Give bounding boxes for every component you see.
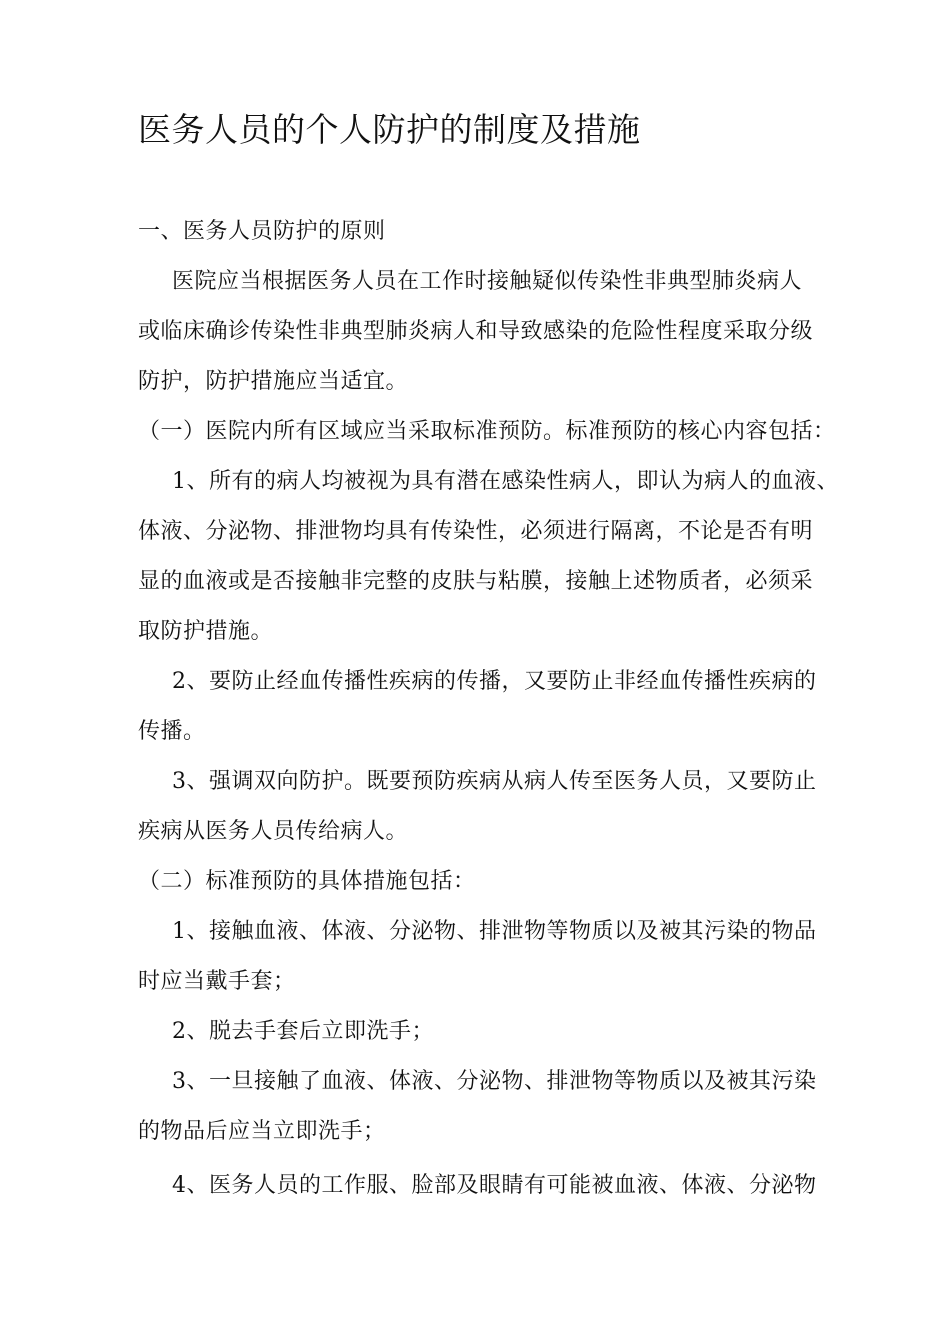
paragraph-line: 2、要防止经血传播性疾病的传播，又要防止非经血传播性疾病的 <box>172 669 817 694</box>
paragraph-line: 3、一旦接触了血液、体液、分泌物、排泄物等物质以及被其污染 <box>172 1069 817 1094</box>
paragraph-line: 体液、分泌物、排泄物均具有传染性，必须进行隔离，不论是否有明 <box>138 519 814 544</box>
document-title: 医务人员的个人防护的制度及措施 <box>138 110 641 149</box>
paragraph-line: 取防护措施。 <box>138 619 274 644</box>
paragraph-line: 2、脱去手套后立即洗手； <box>172 1019 434 1044</box>
paragraph-line: 疾病从医务人员传给病人。 <box>138 819 409 844</box>
paragraph-line: 时应当戴手套； <box>138 969 296 994</box>
paragraph-line: 或临床确诊传染性非典型肺炎病人和导致感染的危险性程度采取分级 <box>138 319 814 344</box>
paragraph-line: 医院应当根据医务人员在工作时接触疑似传染性非典型肺炎病人 <box>172 269 803 294</box>
paragraph-line: 防护，防护措施应当适宜。 <box>138 369 409 394</box>
paragraph-line: 1、所有的病人均被视为具有潜在感染性病人，即认为病人的血液、 <box>172 469 839 494</box>
paragraph-line: 的物品后应当立即洗手； <box>138 1119 386 1144</box>
paragraph-line: 传播。 <box>138 719 206 744</box>
paragraph-line: 4、医务人员的工作服、脸部及眼睛有可能被血液、体液、分泌物 <box>172 1173 817 1198</box>
subsection-heading-2: （二）标准预防的具体措施包括： <box>138 869 476 894</box>
section-heading-1: 一、医务人员防护的原则 <box>138 219 386 244</box>
paragraph-line: 1、接触血液、体液、分泌物、排泄物等物质以及被其污染的物品 <box>172 919 817 944</box>
paragraph-line: 3、强调双向防护。既要预防疾病从病人传至医务人员，又要防止 <box>172 769 817 794</box>
paragraph-line: 显的血液或是否接触非完整的皮肤与粘膜，接触上述物质者，必须采 <box>138 569 814 594</box>
subsection-heading-1: （一）医院内所有区域应当采取标准预防。标准预防的核心内容包括： <box>138 419 836 444</box>
